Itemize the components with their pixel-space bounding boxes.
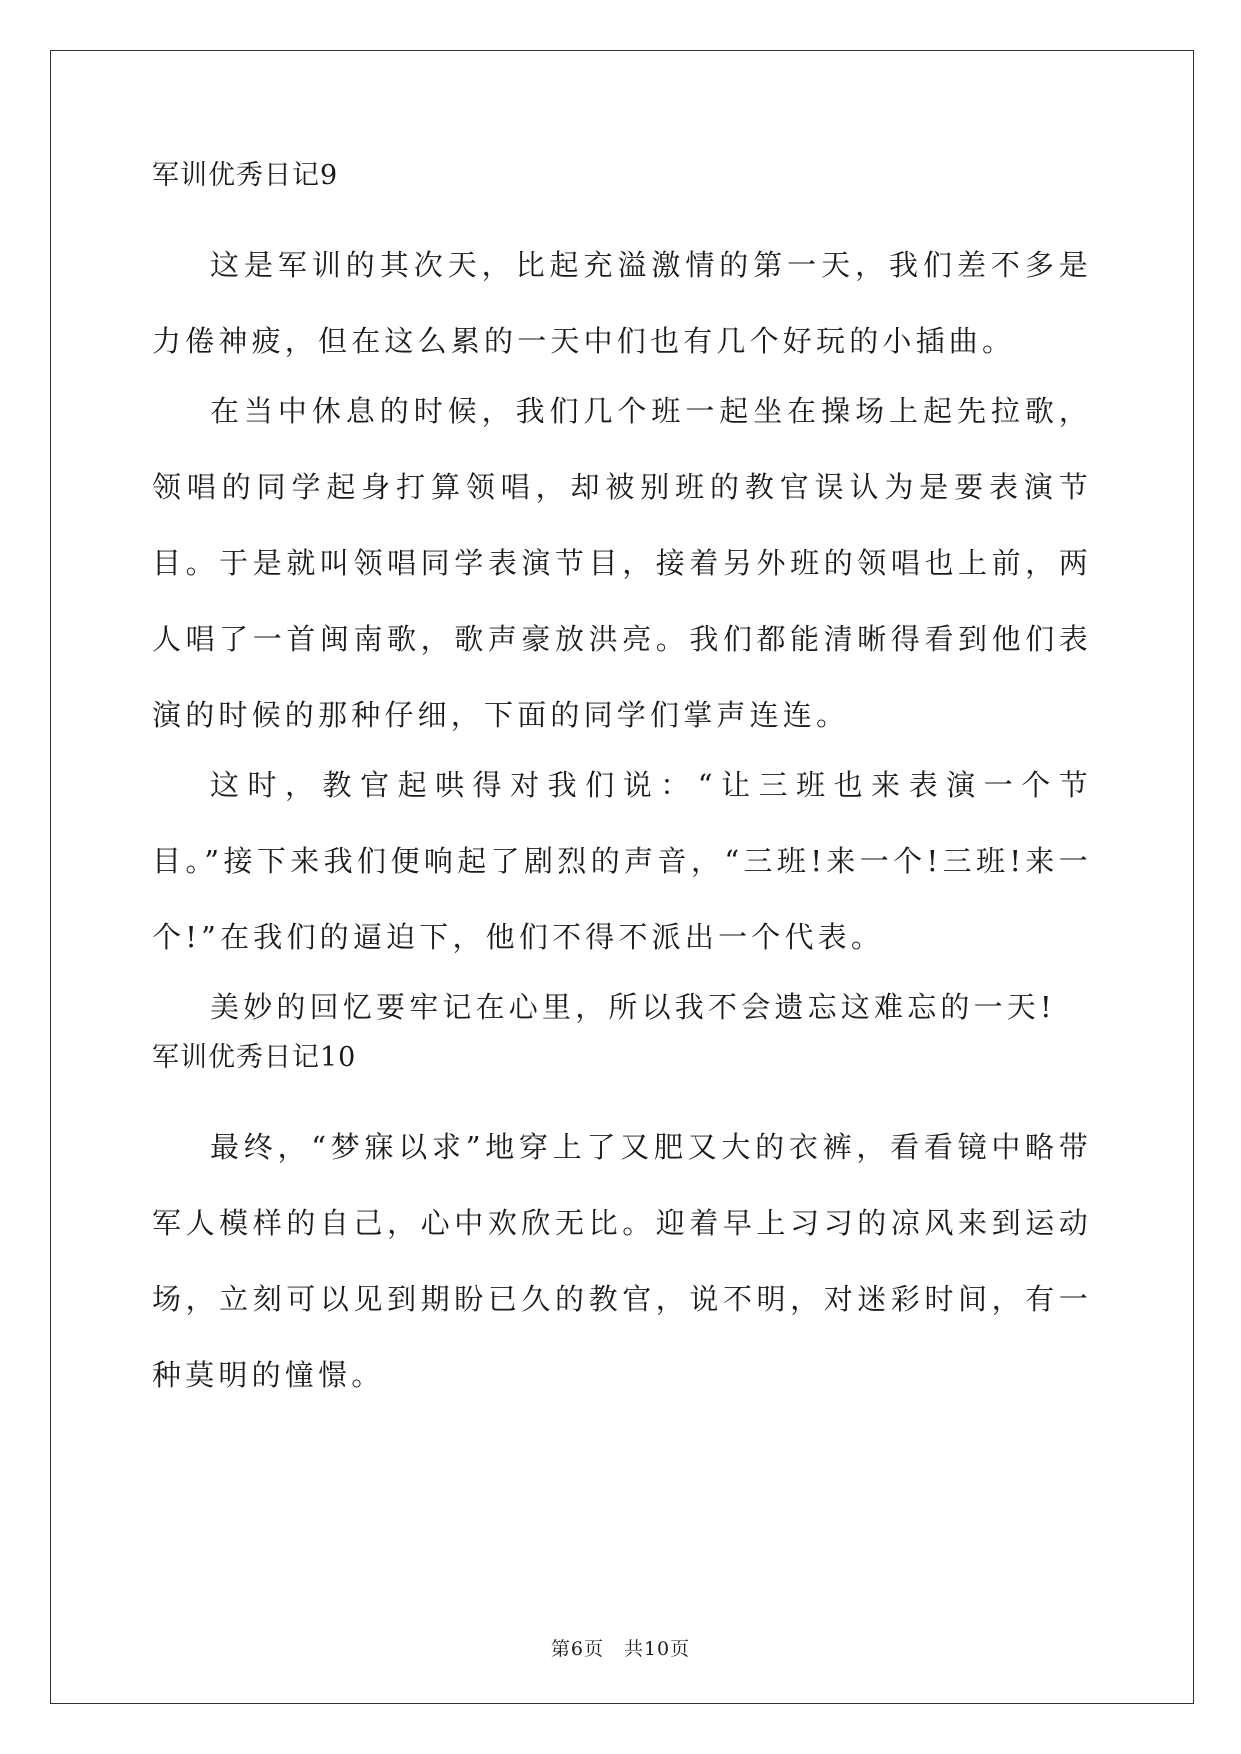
paragraph: 在当中休息的时候，我们几个班一起坐在操场上起先拉歌，领唱的同学起身打算领唱，却被别班的教官误认为是要表演节目。于是就叫领唱同学表演节目，接着另外班的领唱也上前，两人唱了一首闽南歌，歌声豪放洪亮。我们都能清晰得看到他们表演的时候的那种仔细，下面的同学们掌声连连。 xyxy=(152,394,1092,732)
document-body xyxy=(152,161,1092,1413)
paragraph: 美妙的回忆要牢记在心里，所以我不会遗忘这难忘的一天! xyxy=(210,990,1056,1024)
paragraph: 这时，教官起哄得对我们说：“让三班也来表演一个节目。”接下来我们便响起了剧烈的声音，“三班!来一个!三班!来一个!”在我们的逼迫下，他们不得不派出一个代表。 xyxy=(152,768,1092,954)
section-title: 军训优秀日记10 xyxy=(152,1042,357,1073)
page-number: 第6页 共10页 xyxy=(550,1638,691,1660)
paragraph: 这是军训的其次天，比起充溢激情的第一天，我们差不多是力倦神疲，但在这么累的一天中们也有几个好玩的小插曲。 xyxy=(152,248,1092,358)
paragraph: 最终，“梦寐以求”地穿上了又肥又大的衣裤，看看镜中略带军人模样的自己，心中欢欣无比。迎着早上习习的凉风来到运动场，立刻可以见到期盼已久的教官，说不明，对迷彩时间，有一种莫明的憧憬。 xyxy=(152,1130,1092,1392)
section-title: 军训优秀日记9 xyxy=(152,160,339,191)
